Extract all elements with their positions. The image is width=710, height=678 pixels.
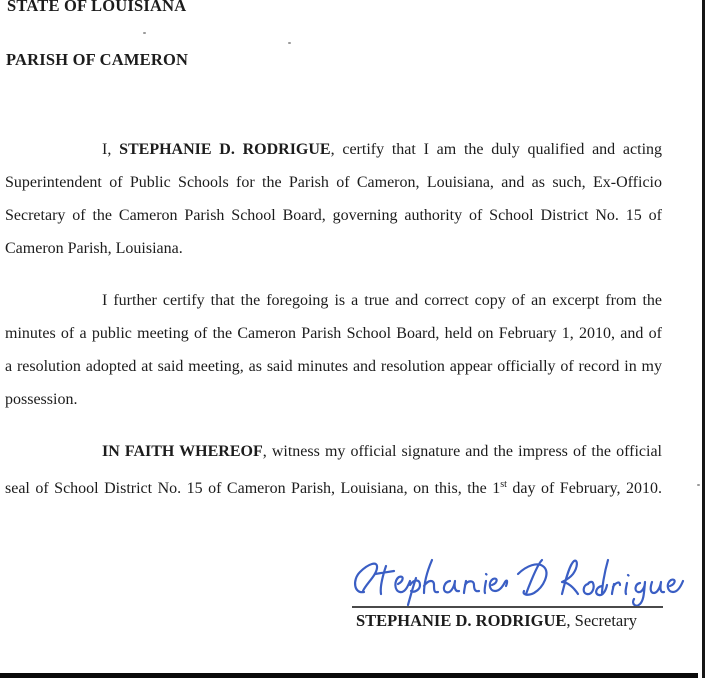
- printed-signature-name: [356, 609, 637, 633]
- ordinal-superscript: st: [500, 479, 507, 490]
- text-line: I further certify that the foregoing is a true and correct copy of an excerpt from the: [102, 292, 662, 309]
- parish-heading: PARISH OF CAMERON: [6, 50, 189, 69]
- text-run: I,: [102, 141, 120, 158]
- signature-ink-strokes: [355, 560, 683, 606]
- text-line: [5, 133, 662, 166]
- scan-edge-line: [702, 0, 705, 678]
- signature-line: [352, 606, 663, 608]
- text-line: [5, 468, 662, 505]
- attestation-paragraph: [5, 435, 662, 505]
- state-heading: STATE OF LOUISIANA: [7, 0, 187, 15]
- handwritten-signature: [350, 548, 690, 610]
- text-line: minutes of a public meeting of the Cameron Parish School Board, held on February 1, 2010, and of: [5, 325, 662, 342]
- certification-paragraph-2: [5, 284, 662, 416]
- in-faith-whereof-run: IN FAITH WHEREOF: [102, 443, 263, 460]
- text-line: possession.: [5, 391, 78, 408]
- scan-speck: [697, 484, 700, 486]
- text-line: Cameron Parish, Louisiana.: [5, 240, 183, 257]
- scan-speck: [288, 42, 291, 44]
- scan-speck: [143, 32, 146, 34]
- text-line: [5, 435, 662, 468]
- printed-name-run: STEPHANIE D. RODRIGUE: [356, 611, 567, 630]
- printed-title-run: , Secretary: [566, 611, 637, 630]
- text-run: seal of School District No. 15 of Cameron Parish, Louisiana, on this, the 1: [5, 480, 501, 497]
- text-line: Superintendent of Public Schools for the Parish of Cameron, Louisiana, and as such, Ex-Officio: [5, 174, 662, 191]
- text-line: a resolution adopted at said meeting, as said minutes and resolution appear officially of record in my: [5, 358, 662, 375]
- text-run: , witness my official signature and the impress of the official: [262, 443, 662, 460]
- scan-bottom-strip: [0, 673, 698, 678]
- text-line: Secretary of the Cameron Parish School Board, governing authority of School District No. 15 of: [5, 207, 662, 224]
- certification-paragraph-1: [5, 133, 662, 265]
- text-run: , certify that I am the duly qualified and acting: [330, 141, 663, 158]
- certifier-name-run: STEPHANIE D. RODRIGUE: [119, 141, 331, 158]
- text-run: day of February, 2010.: [506, 480, 662, 497]
